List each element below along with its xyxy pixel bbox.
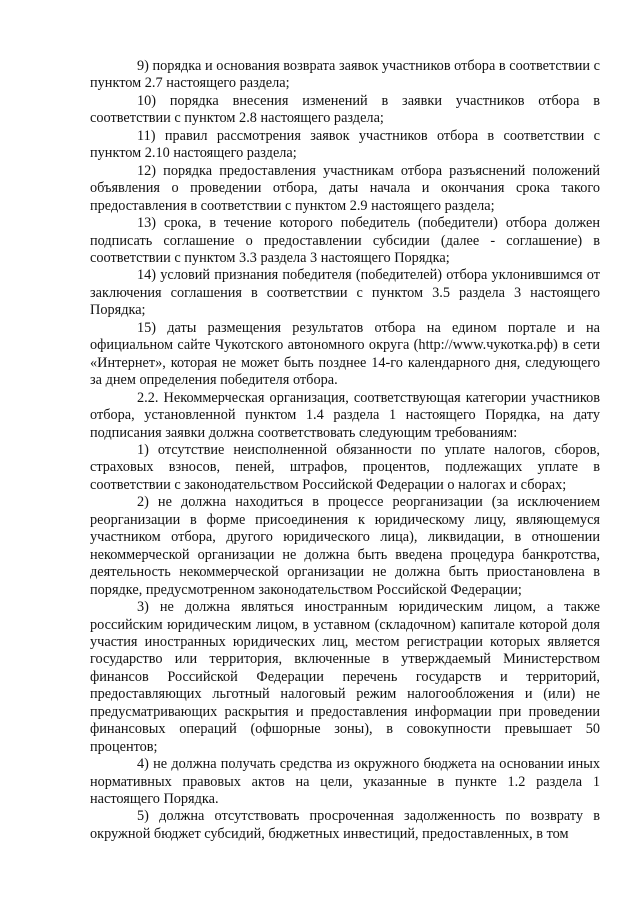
requirement-item-5: 5) должна отсутствовать просроченная задолженность по возврату в окружной бюджет субсидий, бюджетных инвестиций, предоставленных, в том [90,808,600,842]
requirement-item-4: 4) не должна получать средства из окружного бюджета на основании иных нормативных правовых актов на цели, указанные в пункте 1.2 раздела 1 настоящего Порядка. [90,756,600,808]
requirement-item-1: 1) отсутствие неисполненной обязанности по уплате налогов, сборов, страховых взносов, пеней, штрафов, процентов, подлежащих уплате в соответствии с законодательством Российской Федерации о налогах и сборах; [90,441,600,493]
paragraph-item-11: 11) правил рассмотрения заявок участников отбора в соответствии с пунктом 2.10 настоящего раздела; [90,127,600,162]
paragraph-item-10: 10) порядка внесения изменений в заявки участников отбора в соответствии с пунктом 2.8 настоящего раздела; [90,92,600,127]
document-body [90,58,600,843]
paragraph-item-14: 14) условий признания победителя (победителей) отбора уклонившимся от заключения соглашения в соответствии с пунктом 3.5 раздела 3 настоящего Порядка; [90,267,600,319]
paragraph-item-15: 15) даты размещения результатов отбора на едином портале и на официальном сайте Чукотского автономного округа (http://www.чукотка.рф) в сети «Интернет», которая не может быть позднее 14-го календарного дня, следующего за днем определения победителя отбора. [90,319,600,389]
requirement-item-3: 3) не должна являться иностранным юридическим лицом, а также российским юридическим лицом, в уставном (складочном) капитале которой доля участия иностранных юридических лиц, местом регистрации которых является государство или территория, включенные в утверждаемый Министерством финансов Российской Федерации перечень государств и территорий, предоставляющих льготный налоговый режим налогообложения и (или) не предусматривающих раскрытия и предоставления информации при проведении финансовых операций (офшорные зоны), в совокупности превышает 50 процентов; [90,599,600,755]
paragraph-item-13: 13) срока, в течение которого победитель (победители) отбора должен подписать соглашение о предоставлении субсидии (далее - соглашение) в соответствии с пунктом 3.3 раздела 3 настоящего Порядка; [90,215,600,266]
paragraph-section-2-2: 2.2. Некоммерческая организация, соответствующая категории участников отбора, установленной пунктом 1.4 раздела 1 настоящего Порядка, на дату подписания заявки должна соответствовать следующим требованиям: [90,389,600,441]
paragraph-item-9: 9) порядка и основания возврата заявок участников отбора в соответствии с пунктом 2.7 настоящего раздела; [90,58,600,92]
requirement-item-2: 2) не должна находиться в процессе реорганизации (за исключением реорганизации в форме присоединения к юридическому лицу, являющемуся участником отбора, другого юридического лица), ликвидации, в отношении некоммерческой организации не должна быть введена процедура банкротства, деятельность некоммерческой организации не должна быть приостановлена в порядке, предусмотренном законодательством Российской Федерации; [90,494,600,598]
paragraph-item-12: 12) порядка предоставления участникам отбора разъяснений положений объявления о проведении отбора, даты начала и окончания срока такого предоставления в соответствии с пунктом 2.9 настоящего раздела; [90,162,600,214]
